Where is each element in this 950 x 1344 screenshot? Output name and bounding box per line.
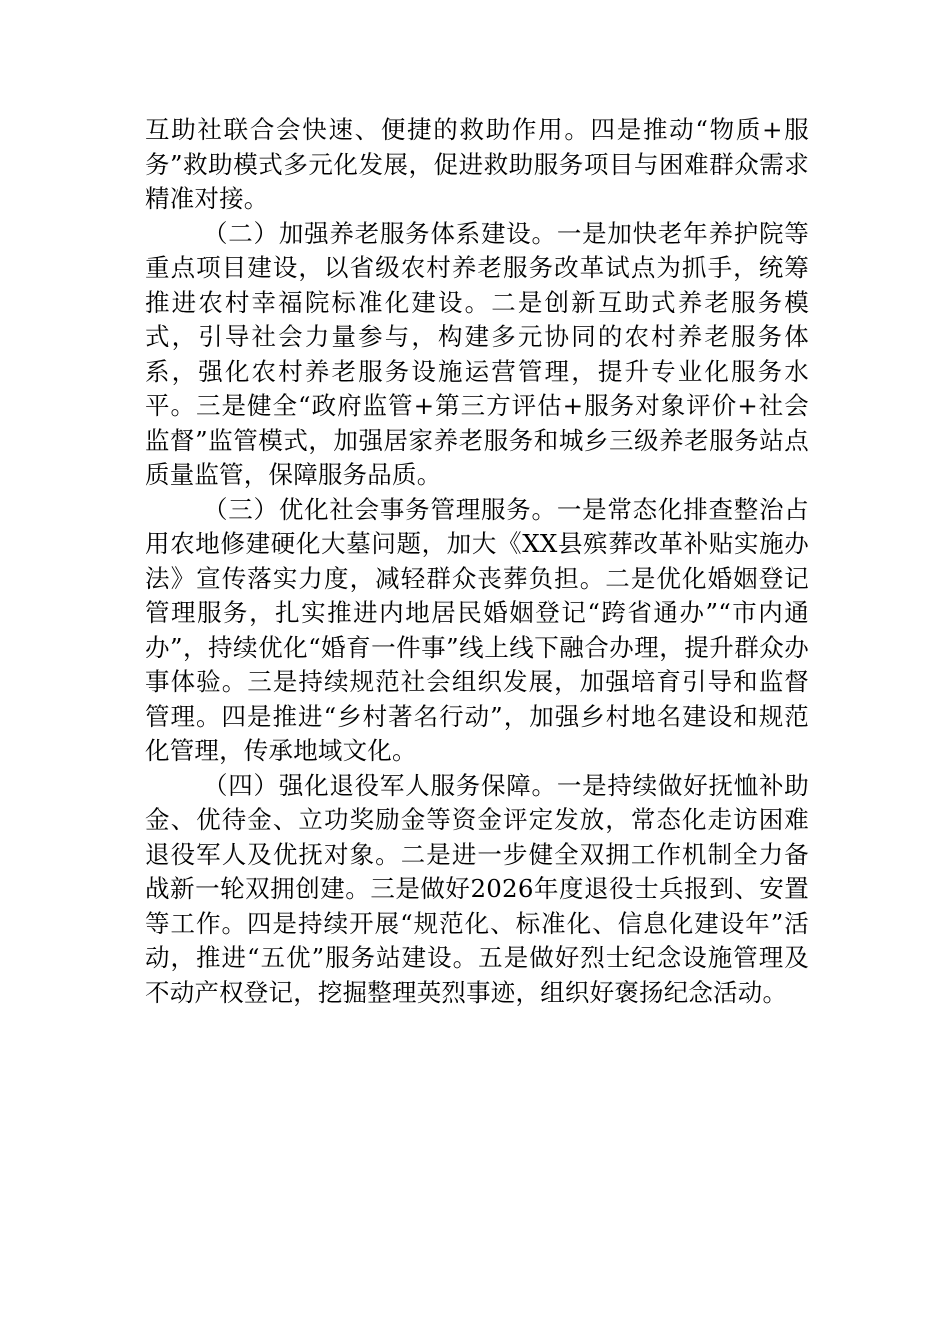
paragraph-elderly-care: （二）加强养老服务体系建设。一是加快老年养护院等重点项目建设，以省级农村养老服务改革试点为抓手，统筹推进农村幸福院标准化建设。二是创新互助式养老服务模式，引导社会力量参与，构建多元协同的农村养老服务体系，强化农村养老服务设施运营管理，提升专业化服务水平。三是健全“政府监管+第三方评估+服务对象评价+社会监督”监管模式，加强居家养老服务和城乡三级养老服务站点质量监管，保障服务品质。 — [145, 218, 809, 489]
document-body — [145, 113, 809, 1010]
paragraph-veterans-service: （四）强化退役军人服务保障。一是持续做好抚恤补助金、优待金、立功奖励金等资金评定发放，常态化走访困难退役军人及优抚对象。二是进一步健全双拥工作机制全力备战新一轮双拥创建。三是做好2026年度退役士兵报到、安置等工作。四是持续开展“规范化、标准化、信息化建设年”活动，推进“五优”服务站建设。五是做好烈士纪念设施管理及不动产权登记，挖掘整理英烈事迹，组织好褒扬纪念活动。 — [145, 770, 809, 1007]
paragraph-social-affairs: （三）优化社会事务管理服务。一是常态化排查整治占用农地修建硬化大墓问题，加大《XX县殡葬改革补贴实施办法》宣传落实力度，减轻群众丧葬负担。二是优化婚姻登记管理服务，扎实推进内地居民婚姻登记“跨省通办”“市内通办”，持续优化“婚育一件事”线上线下融合办理，提升群众办事体验。三是持续规范社会组织发展，加强培育引导和监督管理。四是推进“乡村著名行动”，加强乡村地名建设和规范化管理，传承地域文化。 — [145, 494, 809, 765]
paragraph-continuation: 互助社联合会快速、便捷的救助作用。四是推动“物质+服务”救助模式多元化发展，促进救助服务项目与困难群众需求精准对接。 — [145, 115, 809, 213]
